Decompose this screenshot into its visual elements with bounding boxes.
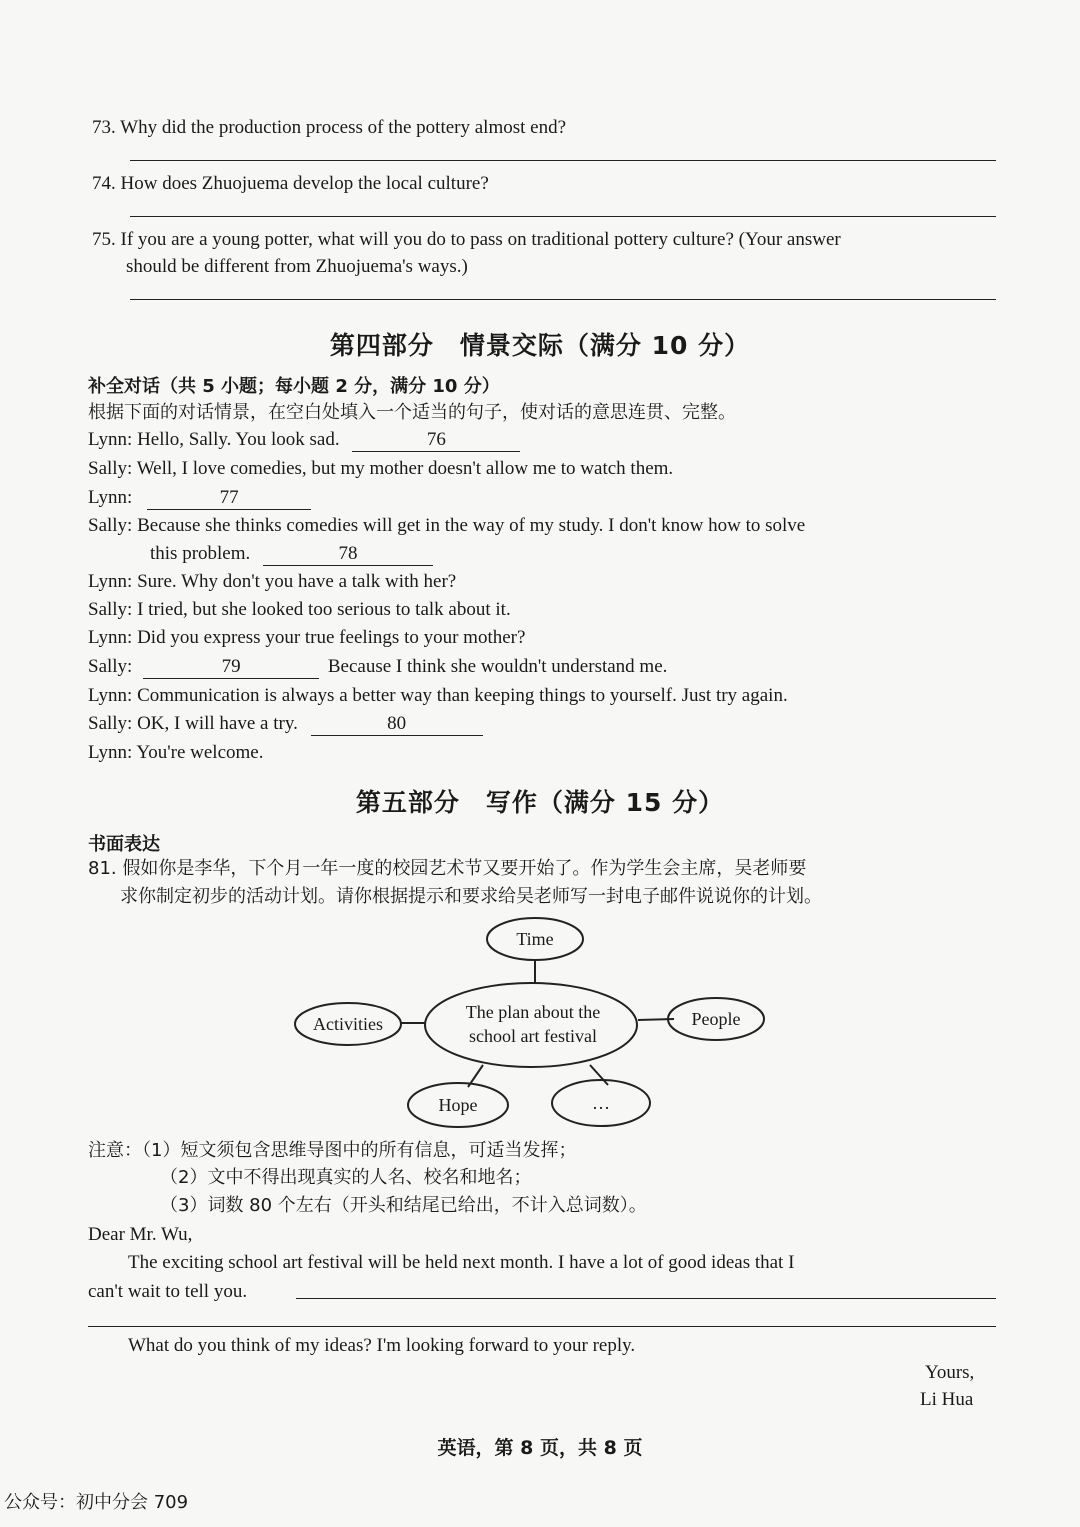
blank-77[interactable]: 77 <box>147 487 311 510</box>
part4-instruction: 根据下面的对话情景，在空白处填入一个适当的句子，使对话的意思连贯、完整。 <box>88 402 736 423</box>
answer-line-73[interactable] <box>130 160 996 161</box>
note-3: （3）词数 80 个左右（开头和结尾已给出，不计入总词数）。 <box>160 1195 647 1216</box>
writing-line-1[interactable] <box>296 1298 996 1299</box>
letter-signature: Li Hua <box>920 1389 974 1410</box>
dialogue-text: Sally: <box>88 656 133 677</box>
dialogue-line-8 <box>88 654 667 680</box>
writing-prompt-line2: 求你制定初步的活动计划。请你根据提示和要求给吴老师写一封电子邮件说说你的计划。 <box>120 886 822 907</box>
dialogue-line-10 <box>88 711 483 737</box>
blank-78[interactable]: 78 <box>263 543 433 566</box>
dialogue-line-4b <box>150 541 433 567</box>
note-1: 注意：（1）短文须包含思维导图中的所有信息，可适当发挥； <box>88 1140 577 1161</box>
dialogue-line-11: Lynn: You're welcome. <box>88 742 264 763</box>
node-more-label: … <box>592 1093 610 1113</box>
letter-salutation: Dear Mr. Wu, <box>88 1224 193 1245</box>
node-activities-label: Activities <box>313 1014 383 1034</box>
dialogue-line-2: Sally: Well, I love comedies, but my mother doesn't allow me to watch them. <box>88 458 674 479</box>
question-74: 74. How does Zhuojuema develop the local culture? <box>92 173 489 194</box>
dialogue-line-5: Lynn: Sure. Why don't you have a talk with her? <box>88 571 457 592</box>
blank-76[interactable]: 76 <box>352 429 520 452</box>
dialogue-line-7: Lynn: Did you express your true feelings to your mother? <box>88 627 526 648</box>
dialogue-line-4a: Sally: Because she thinks comedies will get in the way of my study. I don't know how to solve <box>88 515 806 536</box>
answer-line-75[interactable] <box>130 299 996 300</box>
dialogue-text: this problem. <box>150 543 251 564</box>
writing-line-2[interactable] <box>88 1326 996 1327</box>
dialogue-line-9: Lynn: Communication is always a better way than keeping things to yourself. Just try again. <box>88 685 788 706</box>
answer-line-74[interactable] <box>130 216 996 217</box>
letter-signoff: Yours, <box>925 1362 975 1383</box>
dialogue-text: Lynn: <box>88 487 133 508</box>
dialogue-line-3 <box>88 485 311 511</box>
node-center-label-2: school art festival <box>469 1026 597 1046</box>
watermark: 公众号：初中分会 709 <box>4 1492 189 1513</box>
note-2: （2）文中不得出现真实的人名、校名和地名； <box>160 1167 532 1188</box>
node-hope-label: Hope <box>438 1095 478 1115</box>
dialogue-line-6: Sally: I tried, but she looked too serious to talk about it. <box>88 599 511 620</box>
page-footer: 英语，第 8 页，共 8 页 <box>437 1437 643 1459</box>
dialogue-line-1 <box>88 427 520 453</box>
part4-subtitle: 补全对话（共 5 小题；每小题 2 分，满分 10 分） <box>88 376 500 397</box>
dialogue-text: Sally: OK, I will have a try. <box>88 713 298 734</box>
node-time-label: Time <box>516 929 554 949</box>
connector-more <box>590 1065 608 1085</box>
question-75-line2: should be different from Zhuojuema's ways.) <box>126 256 468 277</box>
letter-closing: What do you think of my ideas? I'm looking forward to your reply. <box>128 1335 636 1356</box>
writing-prompt-line1: 81. 假如你是李华，下个月一年一度的校园艺术节又要开始了。作为学生会主席，吴老师要 <box>88 858 807 879</box>
part5-subtitle: 书面表达 <box>88 834 160 855</box>
question-75-line1: 75. If you are a young potter, what will you do to pass on traditional pottery culture? (Your answer <box>92 229 841 250</box>
node-center-label-1: The plan about the <box>465 1002 601 1022</box>
part5-title: 第五部分 写作（满分 15 分） <box>355 788 725 817</box>
blank-79[interactable]: 79 <box>143 656 319 679</box>
node-center <box>425 983 637 1067</box>
dialogue-text: Lynn: Hello, Sally. You look sad. <box>88 429 340 450</box>
letter-body-line2: can't wait to tell you. <box>88 1281 248 1302</box>
question-73: 73. Why did the production process of the pottery almost end? <box>92 117 567 138</box>
letter-body-line1: The exciting school art festival will be held next month. I have a lot of good ideas that I <box>128 1252 795 1273</box>
blank-80[interactable]: 80 <box>311 713 483 736</box>
node-people-label: People <box>691 1009 741 1029</box>
dialogue-text: Because I think she wouldn't understand me. <box>327 656 668 677</box>
mind-map <box>290 915 790 1140</box>
part4-title: 第四部分 情景交际（满分 10 分） <box>329 331 751 360</box>
